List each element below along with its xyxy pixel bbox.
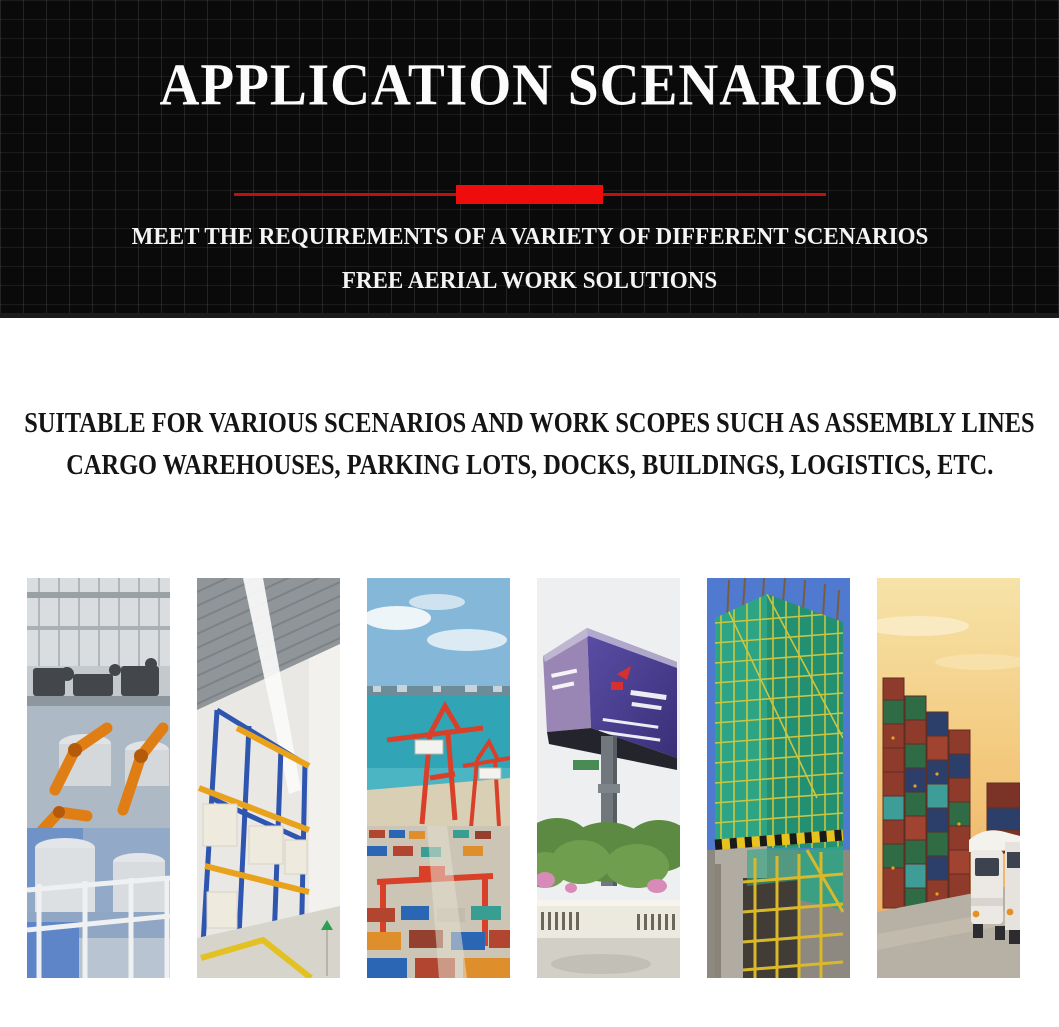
cargo-warehouse-illustration: [197, 578, 340, 978]
photo-building-construction: [707, 578, 850, 978]
dock-illustration: [367, 578, 510, 978]
red-divider-bar: [456, 185, 603, 204]
photo-cargo-warehouse: [197, 578, 340, 978]
hero-header: [0, 0, 1059, 318]
red-divider: [0, 185, 1059, 204]
assembly-line-illustration: [27, 578, 170, 978]
intro-line-1: SUITABLE FOR VARIOUS SCENARIOS AND WORK SCOPES SUCH AS ASSEMBLY LINES: [24, 407, 1035, 439]
building-construction-illustration: [707, 578, 850, 978]
intro-row-2: [0, 450, 1059, 480]
page-title-row: [0, 52, 1059, 119]
photo-logistics-containers: [877, 578, 1020, 978]
logistics-containers-illustration: [877, 578, 1020, 978]
photo-billboard: [537, 578, 680, 978]
tagline-row-2: [0, 268, 1059, 294]
billboard-illustration: [537, 578, 680, 978]
page-title: APPLICATION SCENARIOS: [159, 52, 900, 119]
tagline-row-1: [0, 224, 1059, 250]
tagline-line-2: FREE AERIAL WORK SOLUTIONS: [341, 268, 718, 294]
photo-assembly-line: [27, 578, 170, 978]
photo-dock: [367, 578, 510, 978]
tagline-line-1: MEET THE REQUIREMENTS OF A VARIETY OF DIFFERENT SCENARIOS: [131, 224, 928, 250]
intro-row-1: [0, 408, 1059, 438]
scenario-photo-gallery: [27, 578, 1020, 978]
intro-line-2: CARGO WAREHOUSES, PARKING LOTS, DOCKS, BUILDINGS, LOGISTICS, ETC.: [65, 449, 994, 481]
